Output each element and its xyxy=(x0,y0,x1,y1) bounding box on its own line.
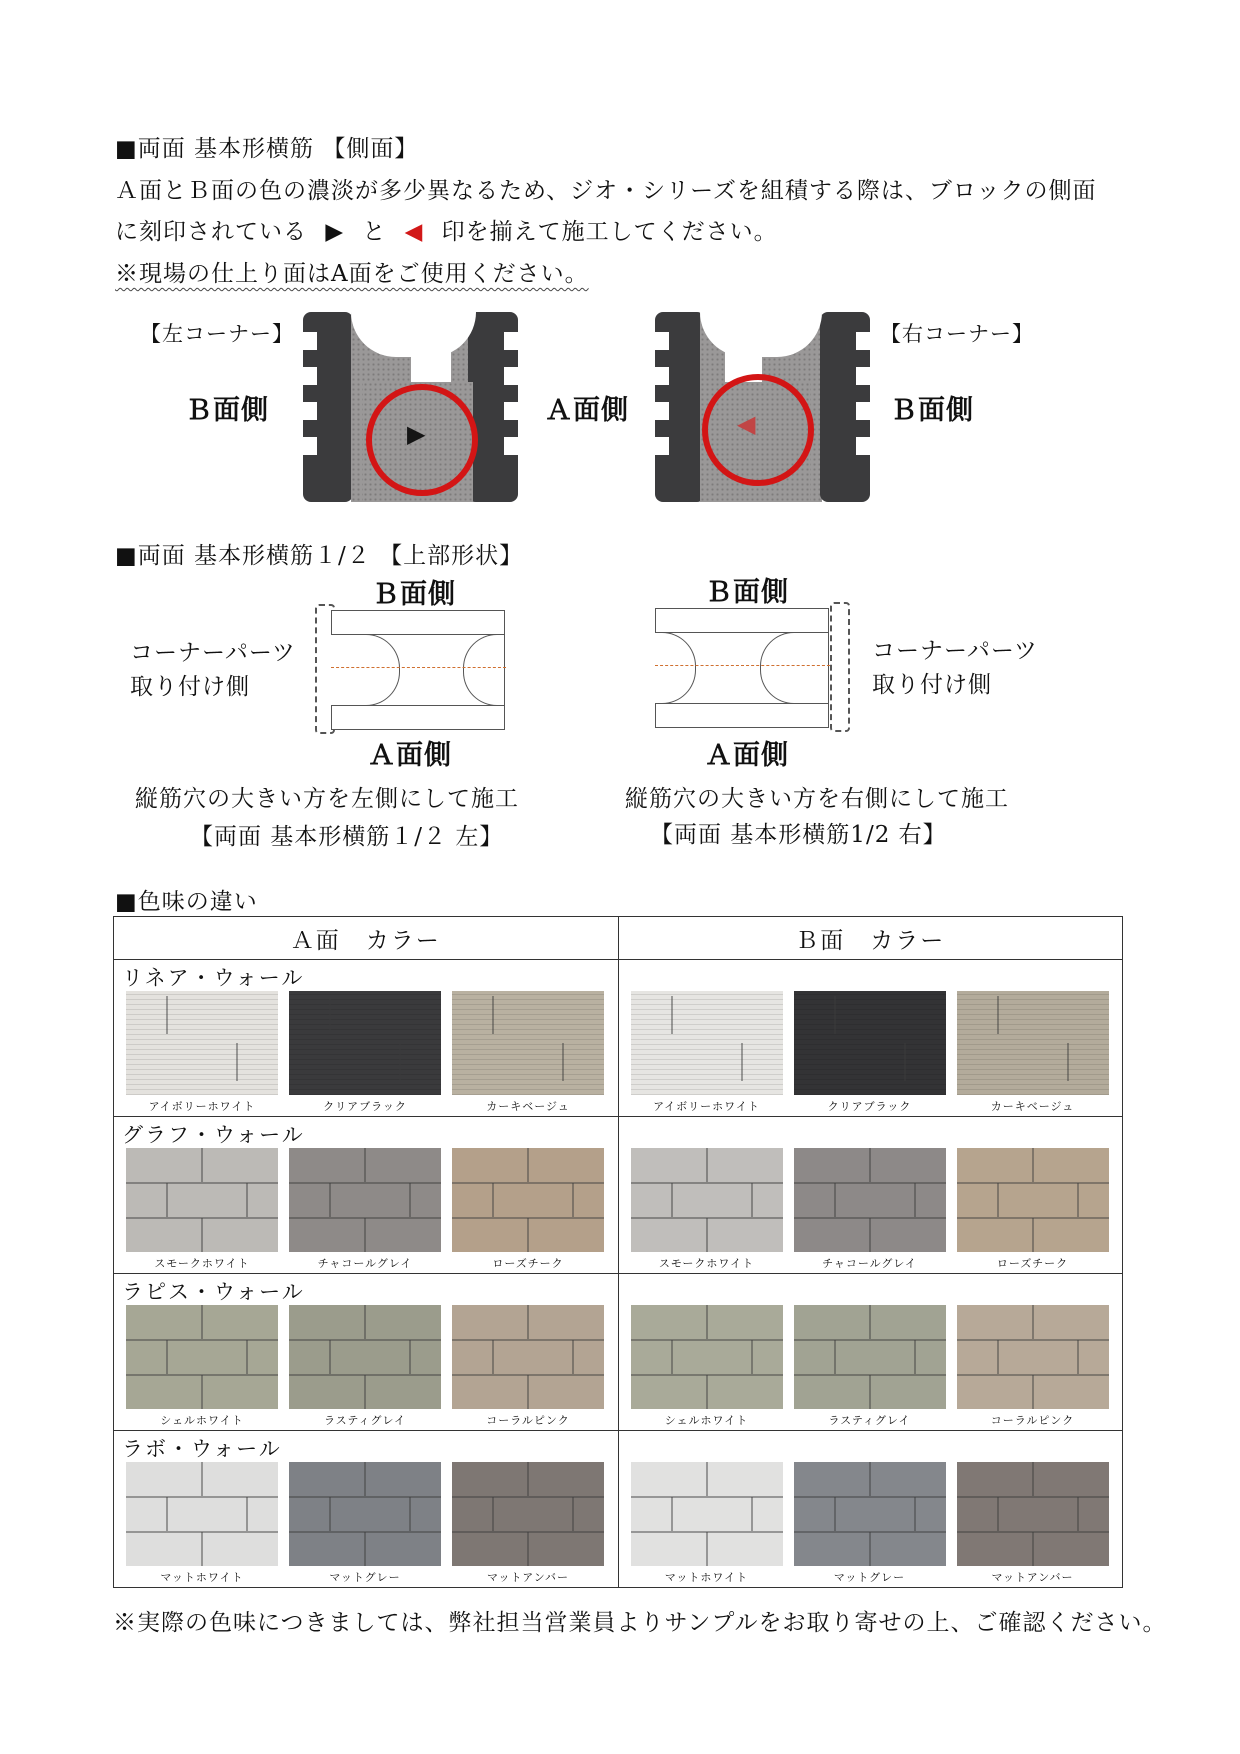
color-comparison-table xyxy=(113,916,1123,1588)
color-name-label: スモークホワイト xyxy=(658,1257,755,1270)
color-name-label: マットアンバー xyxy=(991,1571,1074,1584)
left-corner-block-photo xyxy=(303,312,518,502)
a-face-color-header: Ａ面 カラー xyxy=(114,917,619,960)
color-swatch xyxy=(126,1148,278,1252)
and-text: と xyxy=(362,219,387,245)
instruction-line-2b: 印を揃えて施工してください。 xyxy=(441,219,778,245)
b-face-color-header: Ｂ面 カラー xyxy=(618,917,1123,960)
a-side-label: Ａ面側 xyxy=(545,395,629,426)
color-swatch xyxy=(794,1305,946,1409)
color-cell-b xyxy=(618,1274,1123,1431)
right-corner-label: 【右コーナー】 xyxy=(880,322,1034,346)
color-series-row xyxy=(114,1117,1123,1274)
color-name-label: カーキベージュ xyxy=(486,1100,570,1113)
color-cell-b xyxy=(618,960,1123,1117)
black-triangle-icon: ▶ xyxy=(325,219,345,245)
half-right-corner-label-2: 取り付け側 xyxy=(872,672,992,698)
surface-note: ※現場の仕上り面はA面をご使用ください。 xyxy=(115,261,589,287)
color-footer-note: ※実際の色味につきましては、弊社担当営業員よりサンプルをお取り寄せの上、ご確認ください。 xyxy=(113,1610,1167,1636)
color-swatch xyxy=(957,1148,1109,1252)
half-right-instruction: 縦筋穴の大きい方を右側にして施工 xyxy=(625,786,1009,812)
section-heading-top: ■両面 基本形横筋１/２ 【上部形状】 xyxy=(115,543,524,569)
color-cell-a xyxy=(114,960,619,1117)
instruction-line-1: Ａ面とＢ面の色の濃淡が多少異なるため、ジオ・シリーズを組積する際は、ブロックの側面 xyxy=(115,178,1097,204)
series-name: ラボ・ウォール xyxy=(122,1437,282,1461)
series-name: グラフ・ウォール xyxy=(122,1123,305,1147)
color-name-label: マットグレー xyxy=(833,1571,906,1584)
color-name-label: マットグレー xyxy=(329,1571,401,1584)
color-cell-a xyxy=(114,1431,619,1588)
color-name-label: コーラルピンク xyxy=(990,1414,1075,1427)
color-name-label: マットホワイト xyxy=(664,1571,749,1584)
right-corner-block-photo xyxy=(655,312,870,502)
half-left-corner-label-1: コーナーパーツ xyxy=(130,640,296,666)
instruction-line-2a: に刻印されている xyxy=(115,219,307,245)
color-cell-b xyxy=(618,1117,1123,1274)
color-name-label: ローズチーク xyxy=(492,1257,564,1270)
series-name: ラピス・ウォール xyxy=(122,1280,305,1304)
instruction-line-2 xyxy=(115,213,778,246)
color-swatch xyxy=(957,991,1109,1095)
half-right-b-side: Ｂ面側 xyxy=(705,577,789,608)
color-swatch xyxy=(126,1305,278,1409)
color-swatch xyxy=(289,991,441,1095)
color-name-label: スモークホワイト xyxy=(154,1257,250,1270)
black-triangle-mark-icon: ▶ xyxy=(407,420,426,448)
half-left-instruction: 縦筋穴の大きい方を左側にして施工 xyxy=(135,786,519,812)
color-swatch xyxy=(452,1305,604,1409)
color-swatch xyxy=(631,991,783,1095)
half-left-corner-label-2: 取り付け側 xyxy=(130,674,250,700)
color-swatch xyxy=(452,1148,604,1252)
color-swatch xyxy=(794,991,946,1095)
color-cell-a xyxy=(114,1274,619,1431)
half-right-a-side: Ａ面側 xyxy=(705,740,789,771)
left-corner-label: 【左コーナー】 xyxy=(140,322,294,346)
color-swatch xyxy=(631,1462,783,1566)
b-side-right-label: Ｂ面側 xyxy=(890,395,974,426)
color-name-label: クリアブラック xyxy=(323,1100,407,1113)
half-right-corner-label-1: コーナーパーツ xyxy=(872,638,1038,664)
half-left-plan-diagram xyxy=(313,604,523,736)
color-name-label: チャコールグレイ xyxy=(317,1257,413,1270)
red-triangle-icon: ◀ xyxy=(404,219,424,245)
color-swatch xyxy=(957,1462,1109,1566)
color-cell-a xyxy=(114,1117,619,1274)
color-swatch xyxy=(794,1462,946,1566)
color-swatch xyxy=(631,1148,783,1252)
color-series-row xyxy=(114,960,1123,1117)
color-cell-b xyxy=(618,1431,1123,1588)
color-swatch xyxy=(126,1462,278,1566)
color-swatch xyxy=(126,991,278,1095)
section-heading-side: ■両面 基本形横筋 【側面】 xyxy=(115,136,419,162)
color-name-label: シェルホワイト xyxy=(160,1414,244,1427)
color-name-label: アイボリーホワイト xyxy=(148,1100,256,1113)
color-swatch xyxy=(289,1148,441,1252)
red-triangle-mark-icon: ◀ xyxy=(737,410,756,438)
color-series-row xyxy=(114,1274,1123,1431)
color-name-label: アイボリーホワイト xyxy=(653,1100,760,1113)
half-left-b-side: Ｂ面側 xyxy=(372,579,456,610)
half-right-caption: 【両面 基本形横筋1/2 右】 xyxy=(650,822,947,848)
color-name-label: カーキベージュ xyxy=(990,1100,1075,1113)
color-name-label: コーラルピンク xyxy=(486,1414,570,1427)
color-swatch xyxy=(452,991,604,1095)
color-name-label: ラスティグレイ xyxy=(828,1414,911,1427)
color-name-label: ローズチーク xyxy=(996,1257,1069,1270)
color-name-label: マットアンバー xyxy=(486,1571,570,1584)
color-series-row xyxy=(114,1431,1123,1588)
color-swatch xyxy=(794,1148,946,1252)
half-left-caption: 【両面 基本形横筋１/２ 左】 xyxy=(190,824,504,850)
color-name-label: クリアブラック xyxy=(827,1100,912,1113)
section-heading-colors: ■色味の違い xyxy=(115,889,258,915)
color-swatch xyxy=(452,1462,604,1566)
color-swatch xyxy=(289,1305,441,1409)
half-left-a-side: Ａ面側 xyxy=(368,740,452,771)
color-name-label: チャコールグレイ xyxy=(822,1257,917,1270)
color-name-label: シェルホワイト xyxy=(664,1414,749,1427)
color-name-label: ラスティグレイ xyxy=(323,1414,407,1427)
b-side-left-label: Ｂ面側 xyxy=(185,395,269,426)
color-swatch xyxy=(957,1305,1109,1409)
color-name-label: マットホワイト xyxy=(160,1571,244,1584)
series-name: リネア・ウォール xyxy=(122,966,305,990)
color-swatch xyxy=(631,1305,783,1409)
color-swatch xyxy=(289,1462,441,1566)
half-right-plan-diagram xyxy=(650,602,860,734)
